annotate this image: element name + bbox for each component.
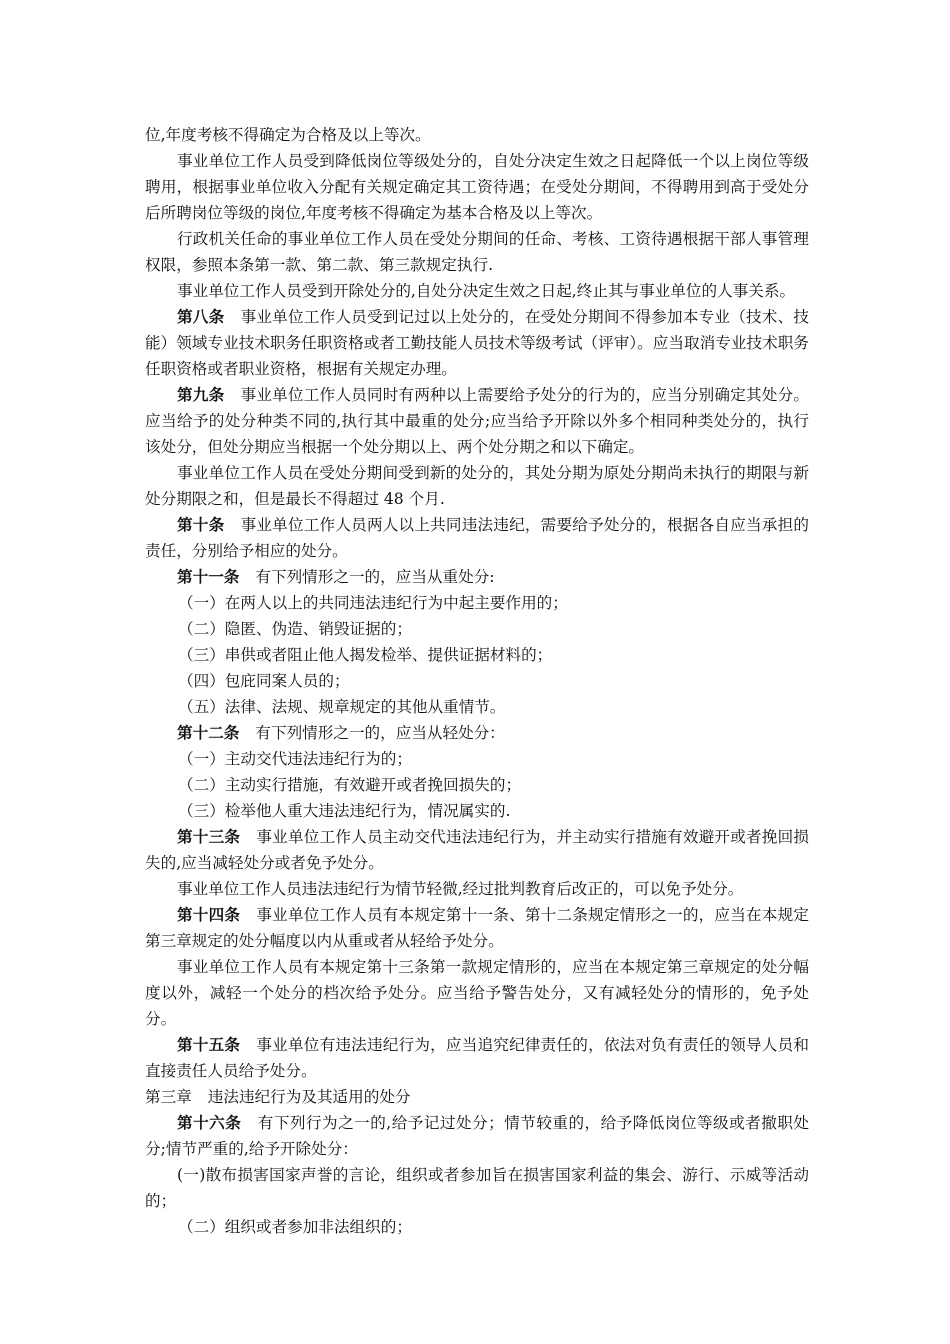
chapter-title: 违法违纪行为及其适用的处分 [207,1088,411,1106]
article-paragraph [145,720,809,746]
list-item: （二）组织或者参加非法组织的； [178,1218,412,1236]
article-number: 第十三条 [177,827,241,846]
paragraph: (一)散布损害国家声誉的言论，组织或者参加旨在损害国家利益的集会、游行、示威等活动的； [145,1166,809,1210]
list-item: （二）主动实行措施，有效避开或者挽回损失的； [178,776,522,794]
chapter-number: 第三章 [145,1088,192,1106]
list-item: （一）在两人以上的共同违法违纪行为中起主要作用的； [178,594,568,612]
article-number: 第十条 [177,515,225,534]
document-page [145,122,809,1240]
article-text: 事业单位有违法违纪行为，应当追究纪律责任的，依法对负有责任的领导人员和直接责任人员给予处分。 [145,1036,809,1080]
article-number: 第九条 [177,385,225,404]
article-text: 有下列情形之一的，应当从轻处分： [255,724,505,742]
list-item: （四）包庇同案人员的； [178,672,350,690]
article-paragraph [145,382,809,460]
article-paragraph [145,1032,809,1084]
paragraph: 位,年度考核不得确定为合格及以上等次。 [145,126,431,144]
article-text: 事业单位工作人员同时有两种以上需要给予处分的行为的，应当分别确定其处分。应当给予的处分种类不同的,执行其中最重的处分;应当给予开除以外多个相同种类处分的，执行该处分，但处分期应当根据一个处分期以上、两个处分期之和以下确定。 [145,386,809,456]
paragraph: 事业单位工作人员受到开除处分的,自处分决定生效之日起,终止其与事业单位的人事关系。 [177,282,796,300]
article-number: 第十五条 [177,1035,241,1054]
article-number: 第十六条 [177,1113,242,1132]
article-paragraph [145,564,809,590]
list-item: （一）主动交代违法违纪行为的； [178,750,412,768]
paragraph: 事业单位工作人员违法违纪行为情节轻微,经过批判教育后改正的，可以免予处分。 [177,880,744,898]
paragraph: 事业单位工作人员受到降低岗位等级处分的，自处分决定生效之日起降低一个以上岗位等级聘用，根据事业单位收入分配有关规定确定其工资待遇；在受处分期间，不得聘用到高于受处分后所聘岗位等级的岗位,年度考核不得确定为基本合格及以上等次。 [145,152,809,222]
article-text: 事业单位工作人员有本规定第十一条、第十二条规定情形之一的，应当在本规定第三章规定的处分幅度以内从重或者从轻给予处分。 [145,906,809,950]
article-number: 第十一条 [177,567,240,586]
article-text: 事业单位工作人员主动交代违法违纪行为，并主动实行措施有效避开或者挽回损失的,应当减轻处分或者免予处分。 [145,828,809,872]
article-paragraph [145,512,809,564]
article-paragraph [145,304,809,382]
article-paragraph [145,824,809,876]
paragraph: 事业单位工作人员在受处分期间受到新的处分的，其处分期为原处分期尚未执行的期限与新处分期限之和，但是最长不得超过 48 个月. [145,464,809,508]
article-number: 第八条 [177,307,225,326]
paragraph: 行政机关任命的事业单位工作人员在受处分期间的任命、考核、工资待遇根据干部人事管理权限，参照本条第一款、第二款、第三款规定执行. [145,230,809,274]
article-number: 第十二条 [177,723,240,742]
paragraph: 事业单位工作人员有本规定第十三条第一款规定情形的，应当在本规定第三章规定的处分幅度以外，减轻一个处分的档次给予处分。应当给予警告处分，又有减轻处分的情形的，免予处分。 [145,958,809,1028]
article-text: 有下列情形之一的，应当从重处分: [255,568,495,586]
chapter-heading [145,1084,809,1110]
article-text: 有下列行为之一的,给予记过处分；情节较重的，给予降低岗位等级或者撤职处分;情节严重的,给予开除处分： [145,1114,809,1158]
list-item: （三）检举他人重大违法违纪行为，情况属实的. [178,802,511,820]
list-item: （五）法律、法规、规章规定的其他从重情节。 [178,698,506,716]
article-number: 第十四条 [177,905,241,924]
article-text: 事业单位工作人员受到记过以上处分的，在受处分期间不得参加本专业（技术、技能）领域专业技术职务任职资格或者工勤技能人员技术等级考试（评审）。应当取消专业技术职务任职资格或者职业资格，根据有关规定办理。 [145,308,809,378]
article-paragraph [145,1110,809,1162]
article-text: 事业单位工作人员两人以上共同违法违纪，需要给予处分的，根据各自应当承担的责任，分别给予相应的处分。 [145,516,809,560]
list-item: （二）隐匿、伪造、销毁证据的； [178,620,412,638]
article-paragraph [145,902,809,954]
list-item: （三）串供或者阻止他人揭发检举、提供证据材料的； [178,646,553,664]
